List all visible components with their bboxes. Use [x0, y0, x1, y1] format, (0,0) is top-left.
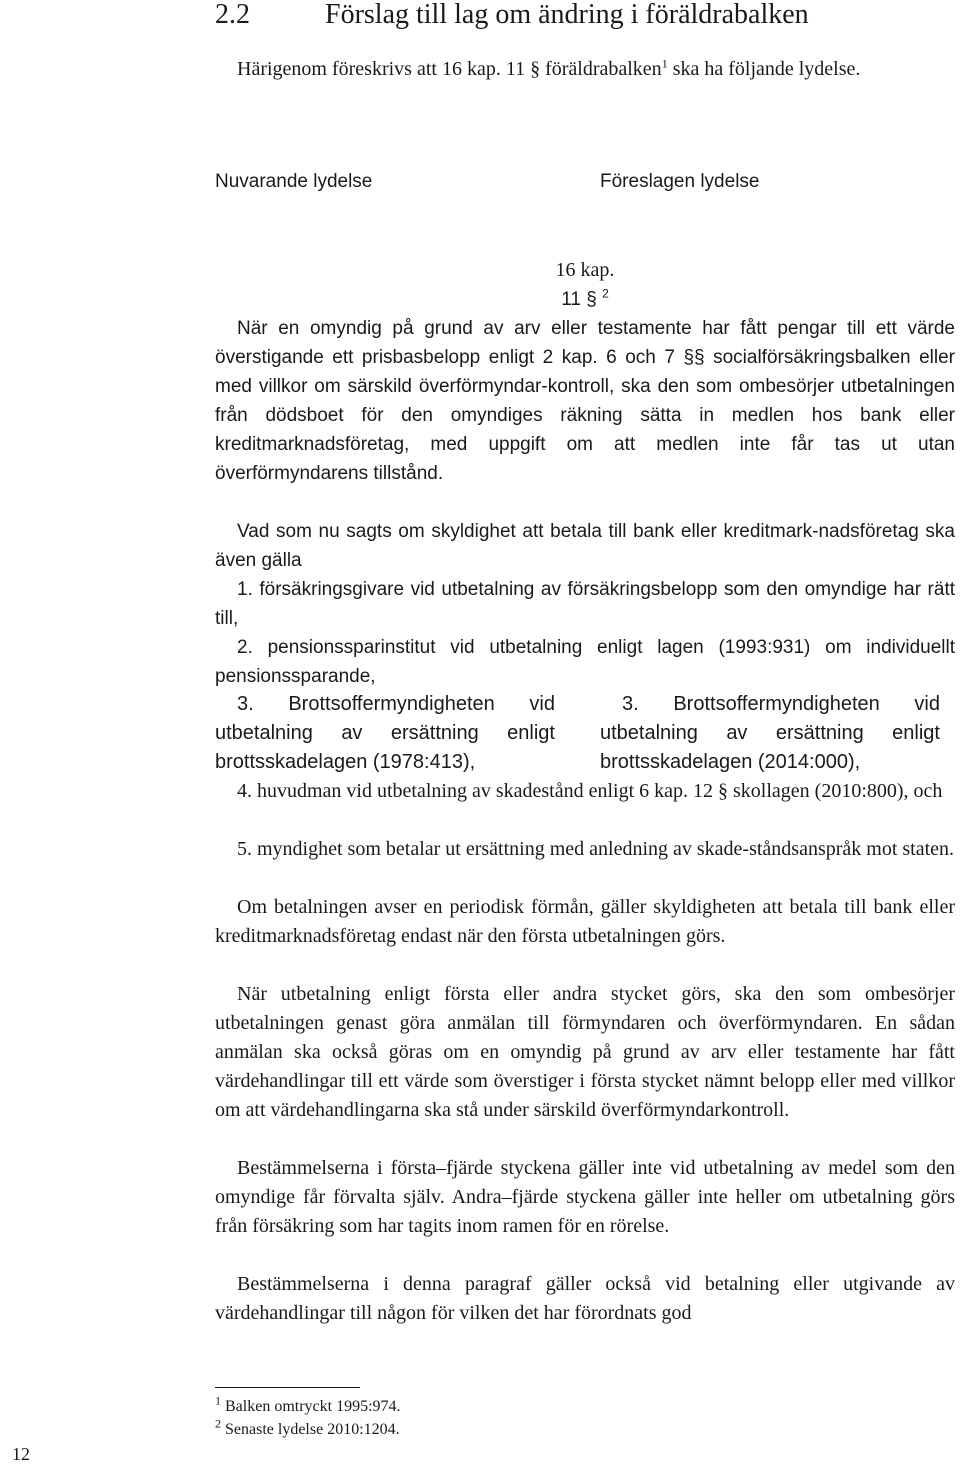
footnote-divider — [215, 1387, 360, 1388]
footnote-1 — [215, 1393, 401, 1417]
paragraph-5: Bestämmelserna i första–fjärde styckena gäller inte vid utbetalning av medel som den omyndige får förvalta själv. Andra–fjärde styckena gäller inte heller om utbetalning görs från försäkring som har tagits inom ramen för en rörelse. — [215, 1157, 955, 1237]
section-heading — [215, 0, 809, 30]
paragraph-4: När utbetalning enligt första eller andra stycket görs, ska den som ombesörjer utbetalningen genast göra anmälan till förmyndaren och överförmyndaren. En sådan anmälan ska också göras om en omyndig på grund av arv eller testamente har fått värdehandlingar till ett värde som överstiger i första stycket nämnt belopp eller med villkor om att värdehandlingarna ska stå under särskild överförmyndarkontroll. — [215, 983, 955, 1121]
footnote-1-text: Balken omtryckt 1995:974. — [221, 1398, 401, 1415]
heading-title: Förslag till lag om ändring i föräldrabalken — [325, 0, 809, 30]
intro-text-end: ska ha följande lydelse. — [667, 58, 861, 80]
chapter-label: 16 kap. — [555, 259, 615, 281]
heading-number: 2.2 — [215, 0, 250, 30]
list-item-5: 5. myndighet som betalar ut ersättning med anledning av skade-ståndsanspråk mot staten. — [237, 838, 955, 860]
list-item-1: 1. försäkringsgivare vid utbetalning av försäkringsbelopp som den omyndige har rätt till, — [215, 579, 955, 629]
footnote-2 — [215, 1416, 400, 1440]
column-header-current: Nuvarande lydelse — [215, 171, 373, 192]
paragraph-6: Bestämmelserna i denna paragraf gäller också vid betalning eller utgivande av värdehandlingar till någon för vilken det har förordnats god — [215, 1273, 955, 1324]
section-number: 11 § — [561, 289, 597, 310]
footnote-ref-1: 1 — [661, 56, 668, 71]
intro-paragraph — [215, 55, 955, 84]
intro-text: Härigenom föreskrivs att 16 kap. 11 § föräldrabalken — [237, 58, 662, 80]
footnote-ref-2: 2 — [602, 286, 609, 301]
footnote-1-ref: 1 — [215, 1393, 221, 1408]
page-number: 12 — [12, 1444, 30, 1464]
paragraph-2: Vad som nu sagts om skyldighet att betala till bank eller kreditmark-nadsföretag ska även gälla — [215, 521, 955, 571]
paragraph-1: När en omyndig på grund av arv eller testamente har fått pengar till ett värde överstigande ett prisbasbelopp enligt 2 kap. 6 och 7 §§ socialförsäkringsbalken eller med villkor om särskild överförmyndar-kontroll, ska den som ombesörjer utbetalningen från dödsboet för den omyndiges räkning sätta in medlen hos bank eller kreditmarknadsföretag, med uppgift om att medlen inte får tas ut utan överförmyndarens tillstånd. — [215, 318, 955, 484]
list-item-3-current: 3. Brottsoffermyndigheten vid utbetalning av ersättning enligt brottsskadelagen (1978:413), — [215, 693, 555, 773]
paragraph-3: Om betalningen avser en periodisk förmån, gäller skyldigheten att betala till bank eller kreditmarknadsföretag endast när den första utbetalningen görs. — [215, 896, 955, 947]
footnote-2-ref: 2 — [215, 1416, 221, 1431]
list-item-3-proposed: 3. Brottsoffermyndigheten vid utbetalning av ersättning enligt brottsskadelagen (2014:000), — [600, 693, 940, 773]
section-label — [215, 285, 955, 314]
list-item-2: 2. pensionssparinstitut vid utbetalning enligt lagen (1993:931) om individuellt pensionssparande, — [215, 637, 955, 687]
column-header-proposed: Föreslagen lydelse — [600, 171, 760, 192]
footnote-2-text: Senaste lydelse 2010:1204. — [221, 1421, 400, 1438]
list-item-4: 4. huvudman vid utbetalning av skadestånd enligt 6 kap. 12 § skollagen (2010:800), och — [237, 780, 943, 802]
